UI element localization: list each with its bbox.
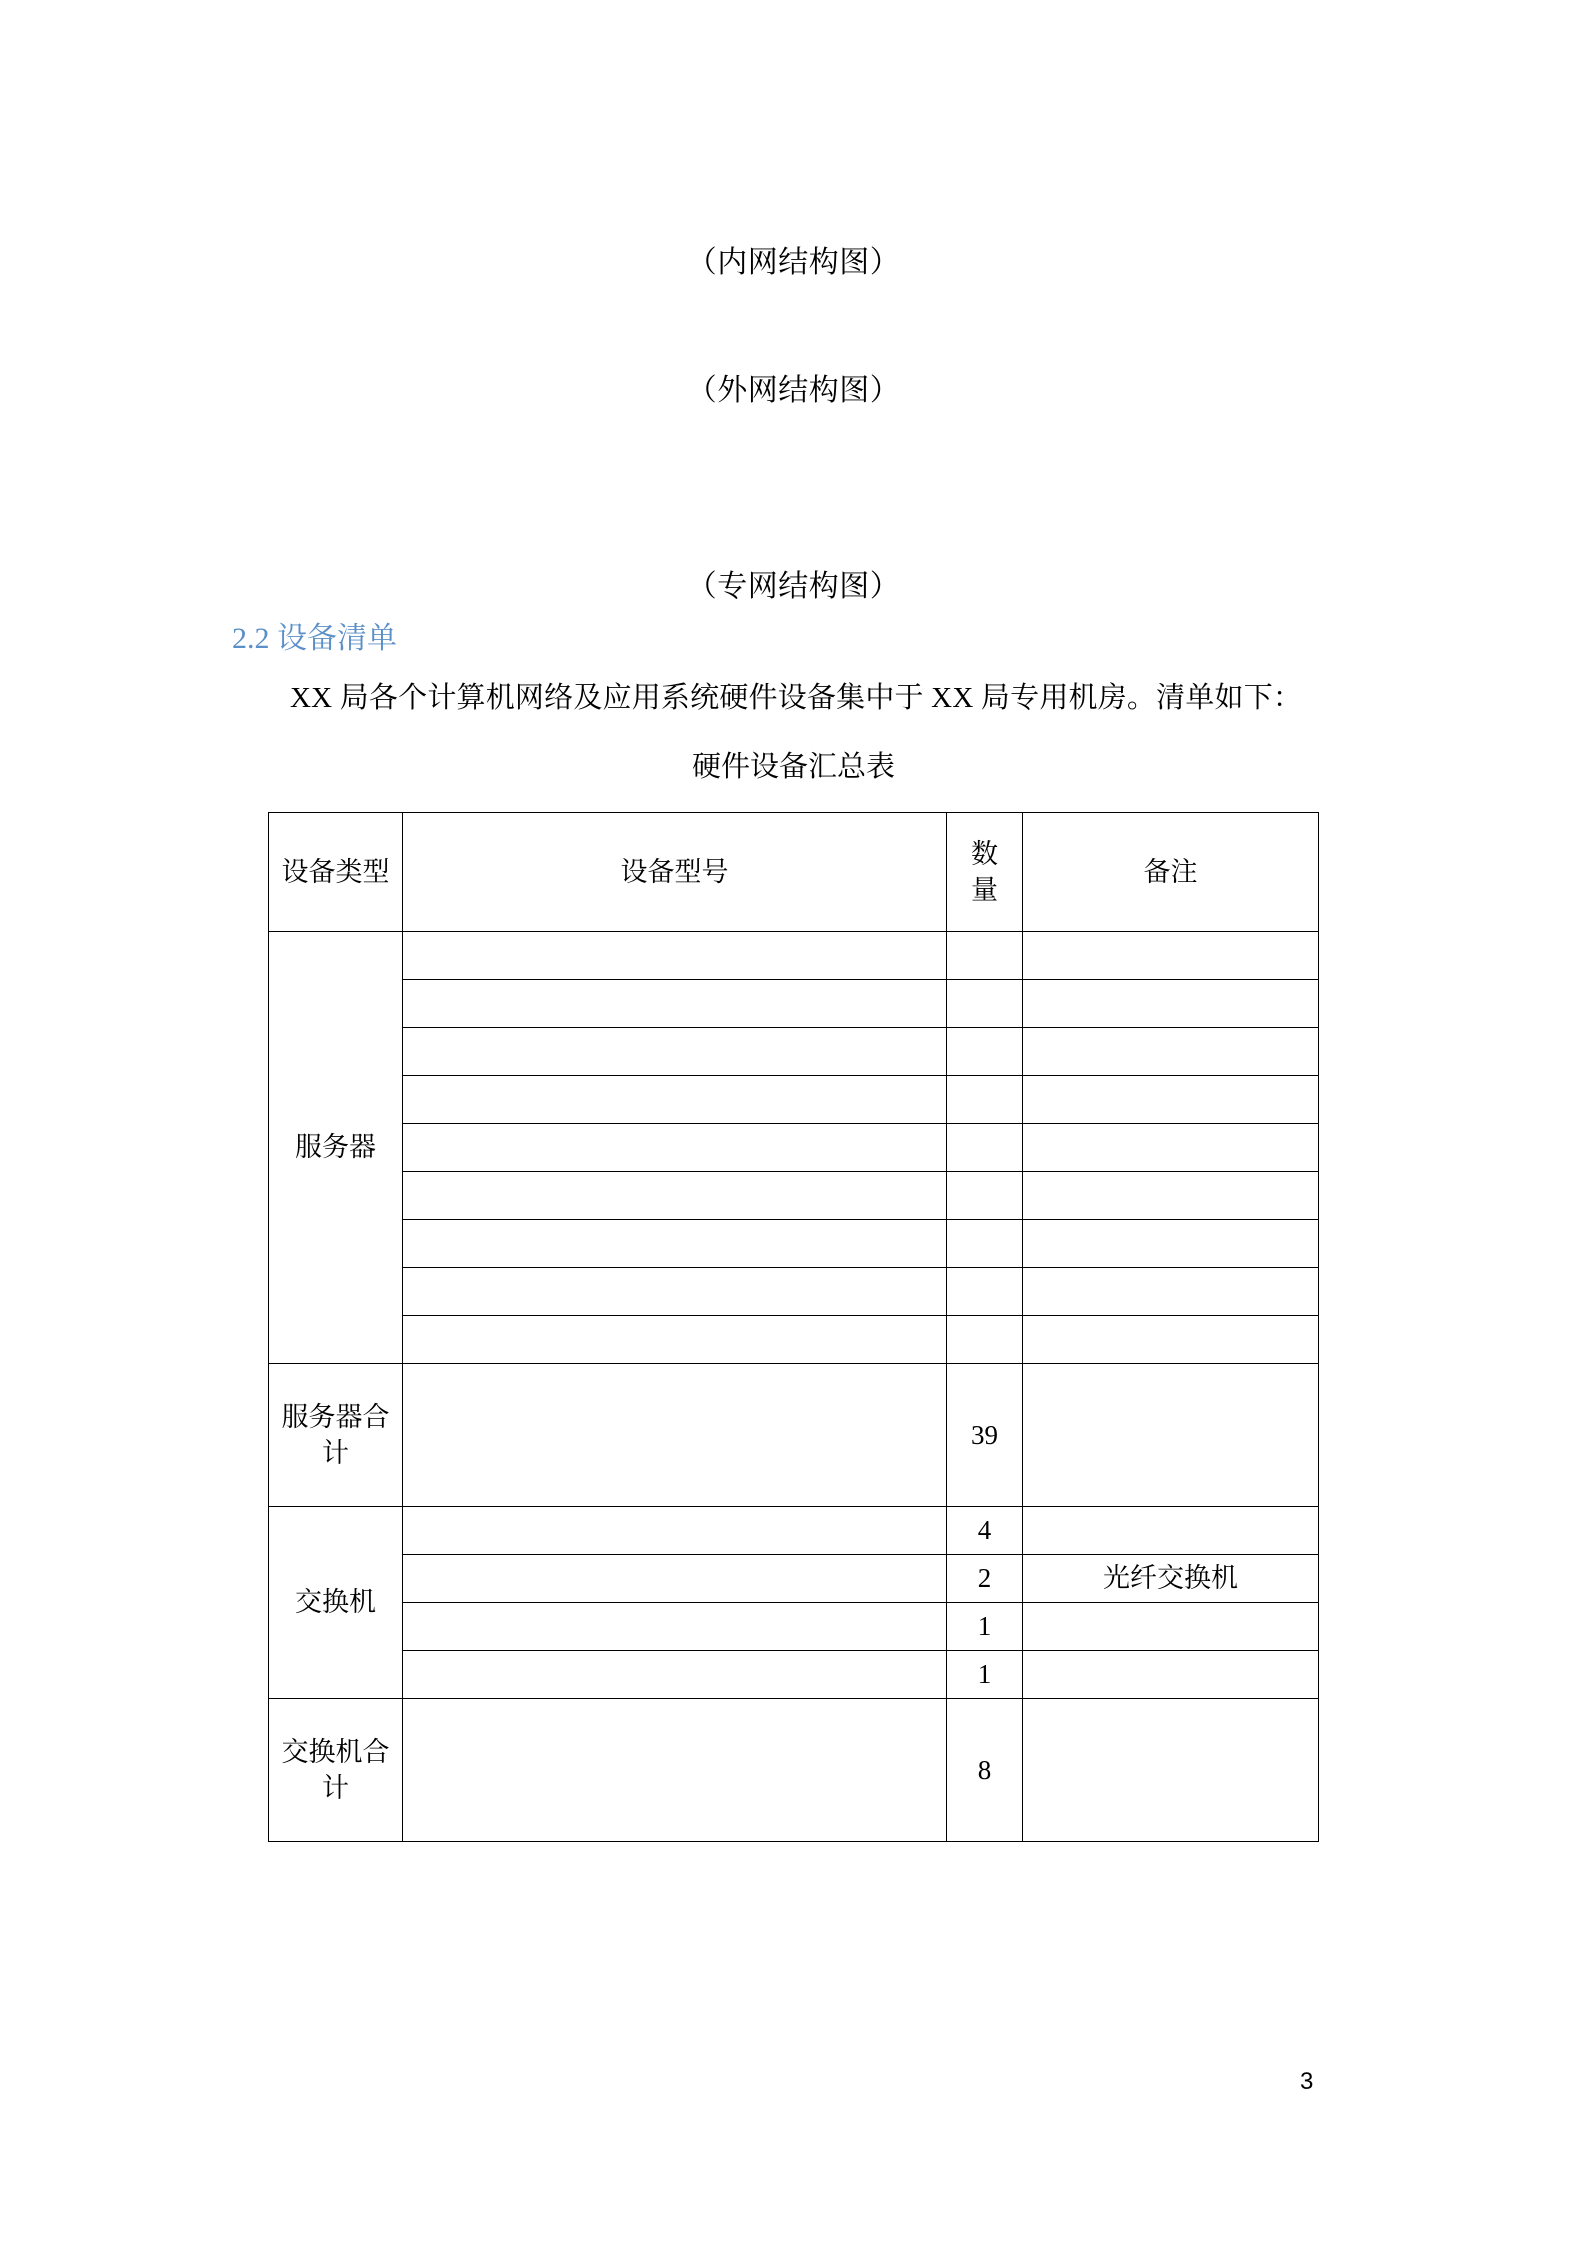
cell-note <box>1023 1220 1319 1268</box>
cell-note <box>1023 1124 1319 1172</box>
cell-device-model <box>403 1603 947 1651</box>
cell-quantity: 1 <box>947 1651 1023 1699</box>
column-header-quantity-line2: 量 <box>971 875 998 905</box>
table-row <box>269 1028 1319 1076</box>
total-label-server <box>269 1364 403 1507</box>
figure-caption-external-network: （外网结构图） <box>686 374 901 407</box>
cell-quantity <box>947 1220 1023 1268</box>
cell-note <box>1023 980 1319 1028</box>
table-row <box>269 1555 1319 1603</box>
cell-note <box>1023 1364 1319 1507</box>
group-label-server: 服务器 <box>269 932 403 1364</box>
cell-note: 光纤交换机 <box>1023 1555 1319 1603</box>
cell-quantity <box>947 1172 1023 1220</box>
page-number: 3 <box>1300 2068 1314 2095</box>
table-row <box>269 1076 1319 1124</box>
cell-quantity: 4 <box>947 1507 1023 1555</box>
cell-device-model <box>403 1651 947 1699</box>
cell-note <box>1023 1172 1319 1220</box>
cell-device-model <box>403 1124 947 1172</box>
table-row <box>269 1124 1319 1172</box>
cell-note <box>1023 932 1319 980</box>
column-header-quantity-line1: 数 <box>971 838 998 869</box>
total-label-server-line1: 服务器合 <box>281 1401 390 1432</box>
table-row <box>269 1172 1319 1220</box>
section-heading-equipment-list: 2.2 设备清单 <box>232 622 397 655</box>
cell-quantity <box>947 1076 1023 1124</box>
cell-device-model <box>403 1268 947 1316</box>
cell-device-model <box>403 1220 947 1268</box>
table-row <box>269 1220 1319 1268</box>
cell-note <box>1023 1316 1319 1364</box>
column-header-device-type: 设备类型 <box>269 813 403 932</box>
total-quantity-server: 39 <box>947 1364 1023 1507</box>
table-row <box>269 1268 1319 1316</box>
table-row <box>269 1651 1319 1699</box>
cell-quantity: 1 <box>947 1603 1023 1651</box>
cell-quantity <box>947 1268 1023 1316</box>
cell-quantity <box>947 932 1023 980</box>
table-row <box>269 1316 1319 1364</box>
cell-note <box>1023 1603 1319 1651</box>
total-label-switch-line1: 交换机合 <box>281 1736 390 1767</box>
cell-device-model <box>403 1507 947 1555</box>
cell-device-model <box>403 1028 947 1076</box>
column-header-device-model: 设备型号 <box>403 813 947 932</box>
hardware-summary-table <box>268 812 1319 1842</box>
cell-note <box>1023 1507 1319 1555</box>
cell-device-model <box>403 980 947 1028</box>
cell-quantity <box>947 1124 1023 1172</box>
cell-quantity: 2 <box>947 1555 1023 1603</box>
table-row <box>269 980 1319 1028</box>
column-header-note: 备注 <box>1023 813 1319 932</box>
figure-caption-internal-network: （内网结构图） <box>686 246 901 279</box>
body-paragraph: XX 局各个计算机网络及应用系统硬件设备集中于 XX 局专用机房。清单如下： <box>290 682 1303 714</box>
cell-device-model <box>403 1699 947 1842</box>
total-label-switch <box>269 1699 403 1842</box>
cell-note <box>1023 1076 1319 1124</box>
table-header-row <box>269 813 1319 932</box>
group-label-switch: 交换机 <box>269 1507 403 1699</box>
cell-note <box>1023 1268 1319 1316</box>
table-row <box>269 1507 1319 1555</box>
table-body <box>269 813 1319 1842</box>
cell-device-model <box>403 1076 947 1124</box>
total-label-server-line2: 计 <box>322 1438 349 1468</box>
table-total-row-switch <box>269 1699 1319 1842</box>
column-header-quantity <box>947 813 1023 932</box>
total-quantity-switch: 8 <box>947 1699 1023 1842</box>
cell-device-model <box>403 1364 947 1507</box>
cell-device-model <box>403 1172 947 1220</box>
cell-quantity <box>947 1028 1023 1076</box>
cell-note <box>1023 1028 1319 1076</box>
table-total-row-server <box>269 1364 1319 1507</box>
table-title: 硬件设备汇总表 <box>691 751 895 783</box>
table-row <box>269 932 1319 980</box>
cell-quantity <box>947 1316 1023 1364</box>
total-label-switch-line2: 计 <box>322 1773 349 1803</box>
cell-device-model <box>403 932 947 980</box>
table-row <box>269 1603 1319 1651</box>
cell-note <box>1023 1651 1319 1699</box>
cell-note <box>1023 1699 1319 1842</box>
cell-device-model <box>403 1316 947 1364</box>
figure-caption-private-network: （专网结构图） <box>686 570 901 603</box>
cell-device-model <box>403 1555 947 1603</box>
cell-quantity <box>947 980 1023 1028</box>
